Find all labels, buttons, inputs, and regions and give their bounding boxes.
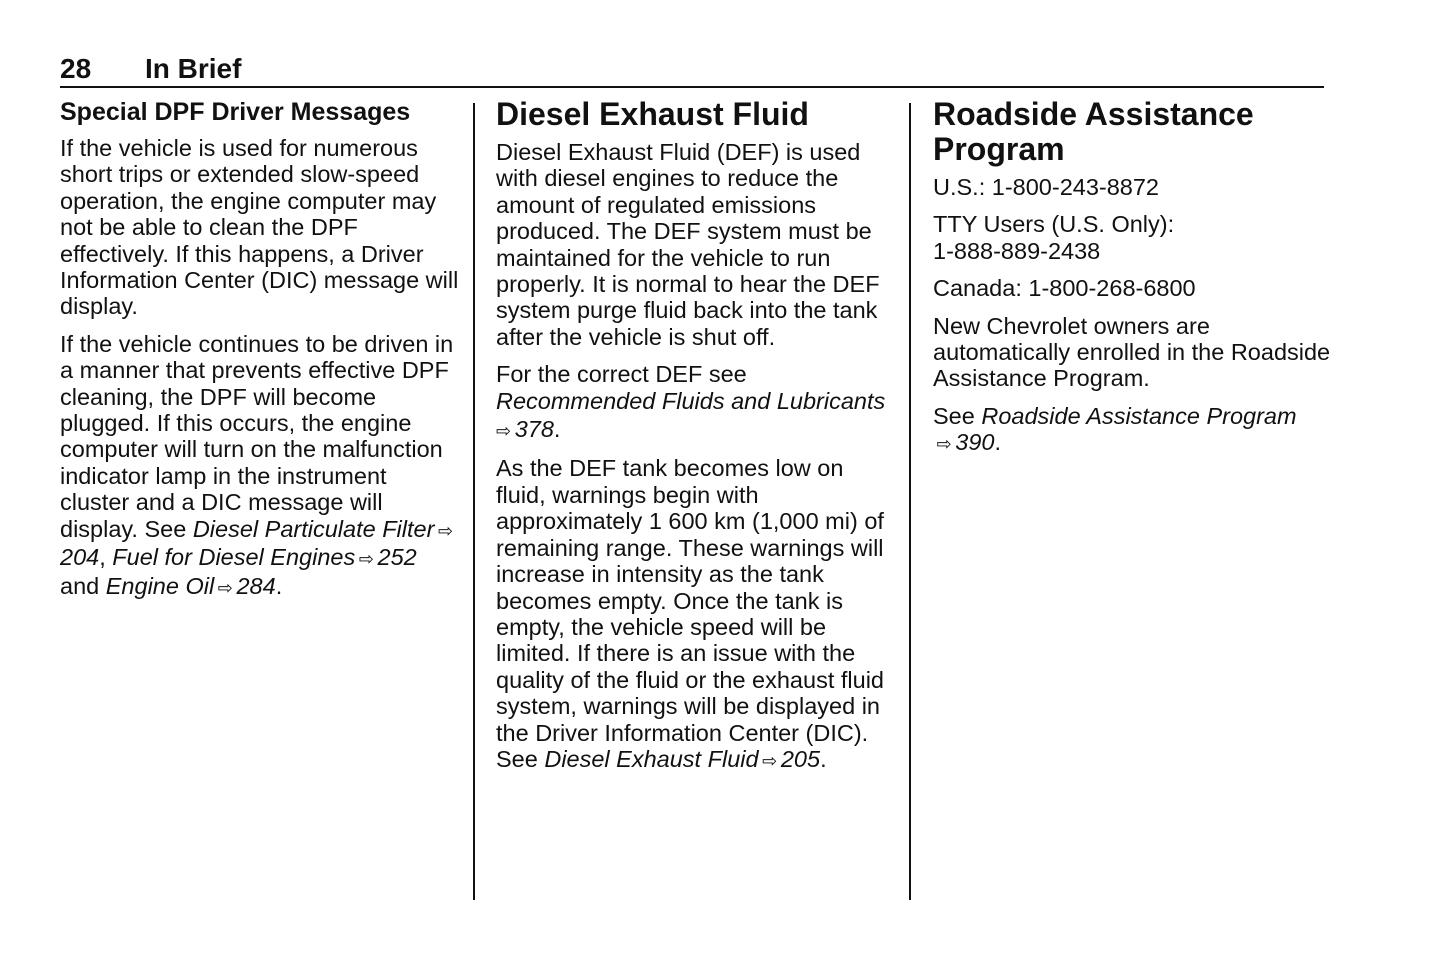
- sentence-end: .: [994, 429, 1002, 456]
- def-paragraph-2-text: For the correct DEF see: [496, 361, 747, 388]
- canada-phone-line: Canada: 1-800-268-6800: [933, 275, 1196, 302]
- page-ref-arrow-icon: ⇨: [434, 520, 457, 541]
- separator: and: [60, 572, 106, 599]
- def-paragraph-3: [496, 455, 896, 774]
- tty-phone-line: [933, 211, 1333, 264]
- page-ref-arrow-icon: ⇨: [933, 434, 956, 455]
- ref-link-roadside-assistance[interactable]: [933, 403, 1297, 455]
- dpf-paragraph-1: If the vehicle is used for numerous short trips or extended slow-speed operation, the engine computer may not be able to clean the DPF effectively. If this happens, a Driver Information Center (DIC) message will display.: [60, 135, 459, 320]
- def-paragraph-3-text: As the DEF tank becomes low on fluid, warnings begin with approximately 1 600 km (1,000 mi) of remaining range. These warnings will increase in intensity as the tank becomes empty. Once the tank is empty, the vehicle speed will be limited. If there is an issue with the quality of the fluid or the exhaust fluid system, warnings will be displayed in the Driver Information Center (DIC). See: [496, 455, 884, 772]
- page-ref-arrow-icon: ⇨: [758, 750, 781, 771]
- page-ref-arrow-icon: ⇨: [214, 577, 237, 598]
- column-divider: [909, 103, 911, 900]
- owners-paragraph: New Chevrolet owners are automatically enrolled in the Roadside Assistance Program.: [933, 312, 1331, 392]
- ref-page: 390: [955, 429, 995, 456]
- sentence-end: .: [553, 416, 561, 443]
- section-title: In Brief: [145, 53, 242, 84]
- sentence-end: .: [275, 572, 283, 599]
- ref-page: 378: [514, 416, 554, 443]
- ref-title: Recommended Fluids and Lubricants: [496, 387, 886, 414]
- def-heading: Diesel Exhaust Fluid: [496, 96, 809, 132]
- dpf-paragraph-2: [60, 331, 460, 601]
- ref-title: Roadside Assistance Program: [981, 402, 1297, 429]
- dpf-messages-heading: Special DPF Driver Messages: [60, 98, 411, 126]
- ref-page: 204: [60, 544, 100, 571]
- roadside-see-paragraph: [933, 403, 1333, 458]
- ref-page: 252: [377, 544, 417, 571]
- column-diesel-exhaust-fluid: [496, 97, 896, 785]
- tty-label: TTY Users (U.S. Only):: [933, 211, 1175, 238]
- column-divider: [473, 103, 475, 900]
- ref-title: Fuel for Diesel Engines: [112, 544, 356, 571]
- ref-link-fuel-for-diesel-engines[interactable]: [112, 544, 416, 570]
- column-roadside-assistance: [933, 97, 1333, 469]
- separator: ,: [99, 544, 113, 571]
- ref-link-diesel-exhaust-fluid[interactable]: [544, 746, 820, 772]
- ref-title: Engine Oil: [105, 572, 215, 599]
- ref-title: Diesel Particulate Filter: [192, 515, 435, 542]
- def-paragraph-2: [496, 361, 896, 444]
- ref-link-engine-oil[interactable]: [106, 573, 276, 599]
- roadside-heading: Roadside Assistance Program: [933, 96, 1254, 167]
- page-ref-arrow-icon: ⇨: [355, 549, 378, 570]
- page-ref-arrow-icon: ⇨: [496, 392, 889, 442]
- column-dpf-messages: [60, 97, 460, 612]
- page-header: [60, 52, 1324, 88]
- ref-page: 205: [780, 745, 821, 772]
- us-phone-line: U.S.: 1-800-243-8872: [933, 174, 1160, 200]
- def-paragraph-1: Diesel Exhaust Fluid (DEF) is used with diesel engines to reduce the amount of regulated emissions produced. The DEF system must be maintained for the vehicle to run properly. It is normal to hear the DEF system purge fluid back into the tank after the vehicle is shut off.: [496, 139, 880, 350]
- tty-number: 1-888-889-2438: [933, 237, 1101, 264]
- sentence-end: .: [820, 745, 827, 772]
- see-text: See: [933, 402, 982, 429]
- ref-title: Diesel Exhaust Fluid: [544, 745, 759, 772]
- page-number: 28: [60, 53, 92, 84]
- dpf-paragraph-2-text: If the vehicle continues to be driven in a manner that prevents effective DPF cleaning, the DPF will become plugged. If this occurs, the engine computer will turn on the malfunction indicator lamp in the instrument cluster and a DIC message will display. See: [60, 330, 454, 542]
- ref-page: 284: [236, 572, 276, 599]
